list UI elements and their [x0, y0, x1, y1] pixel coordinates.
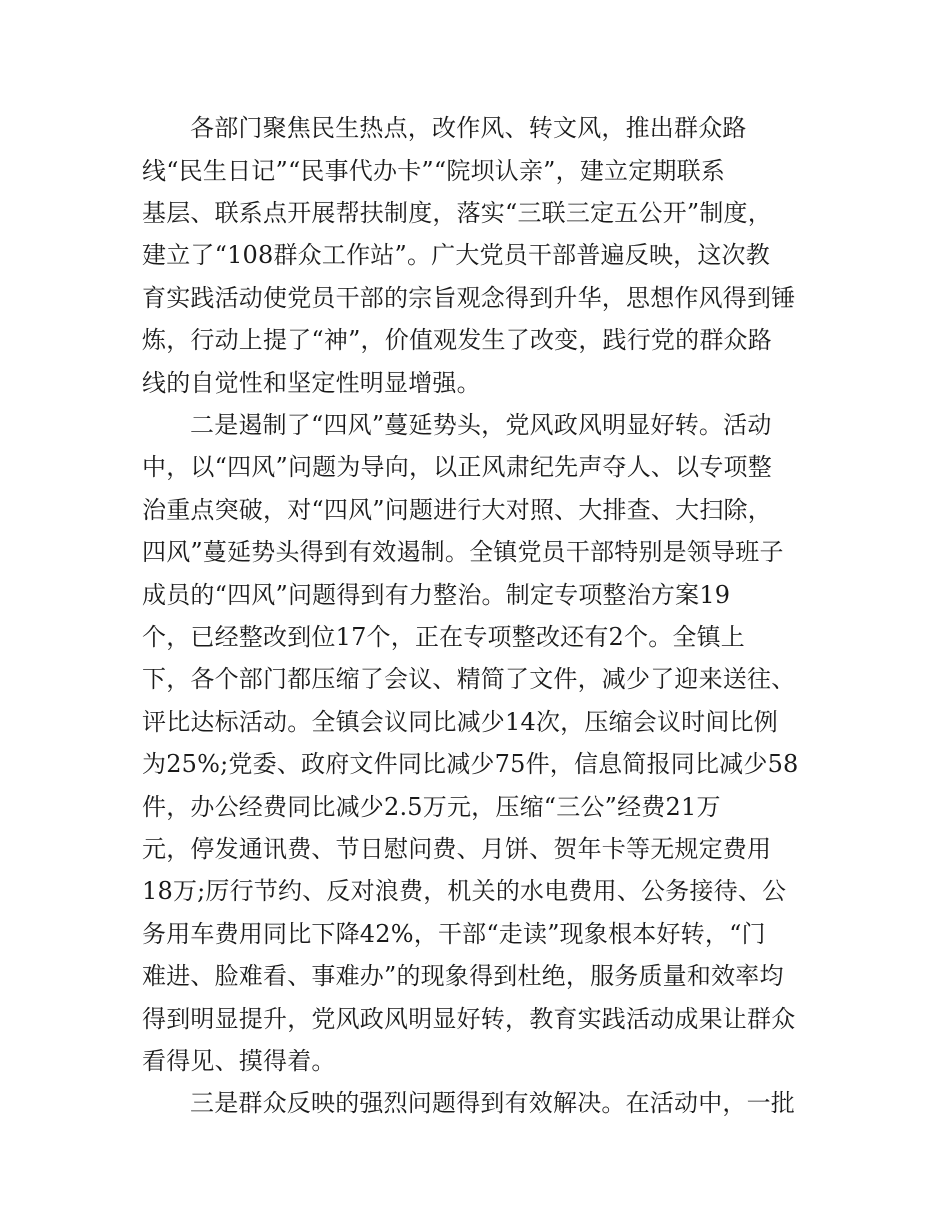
- text-line: 二是遏制了“四风”蔓延势头，党风政风明显好转。活动: [190, 411, 772, 439]
- text-line: 元，停发通讯费、节日慰问费、月饼、贺年卡等无规定费用: [142, 835, 772, 863]
- text-line: 成员的“四风”问题得到有力整治。制定专项整治方案19: [142, 581, 731, 609]
- text-line: 各部门聚焦民生热点，改作风、转文风，推出群众路: [190, 114, 747, 142]
- text-line: 育实践活动使党员干部的宗旨观念得到升华，思想作风得到锤: [142, 284, 796, 312]
- text-line: 件，办公经费同比减少2.5万元，压缩“三公”经费21万: [142, 793, 721, 821]
- text-line: 难进、脸难看、事难办”的现象得到杜绝，服务质量和效率均: [142, 962, 784, 990]
- text-line: 四风”蔓延势头得到有效遏制。全镇党员干部特别是领导班子: [142, 538, 784, 566]
- text-line: 基层、联系点开展帮扶制度，落实“三联三定五公开”制度，: [142, 199, 772, 227]
- text-line: 看得见、摸得着。: [142, 1047, 336, 1075]
- text-line: 评比达标活动。全镇会议同比减少14次，压缩会议时间比例: [142, 708, 778, 736]
- text-line: 下，各个部门都压缩了会议、精简了文件，减少了迎来送往、: [142, 665, 796, 693]
- text-line: 18万;厉行节约、反对浪费，机关的水电费用、公务接待、公: [142, 877, 787, 905]
- text-line: 线“民生日记”“民事代办卡”“院坝认亲”，建立定期联系: [142, 157, 726, 185]
- text-line: 治重点突破，对“四风”问题进行大对照、大排查、大扫除，: [142, 496, 772, 524]
- text-line: 个，已经整改到位17个，正在专项整改还有2个。全镇上: [142, 623, 746, 651]
- text-line: 三是群众反映的强烈问题得到有效解决。在活动中，一批: [190, 1089, 795, 1117]
- text-line: 得到明显提升，党风政风明显好转，教育实践活动成果让群众: [142, 1005, 796, 1033]
- text-line: 炼，行动上提了“神”，价值观发生了改变，践行党的群众路: [142, 326, 772, 354]
- text-line: 建立了“108群众工作站”。广大党员干部普遍反映，这次教: [142, 241, 770, 269]
- text-line: 为25%;党委、政府文件同比减少75件，信息简报同比减少58: [142, 750, 799, 778]
- text-line: 务用车费用同比下降42%，干部“走读”现象根本好转，“门: [142, 920, 766, 948]
- text-line: 中，以“四风”问题为导向，以正风肃纪先声夺人、以专项整: [142, 453, 772, 481]
- text-line: 线的自觉性和坚定性明显增强。: [142, 369, 481, 397]
